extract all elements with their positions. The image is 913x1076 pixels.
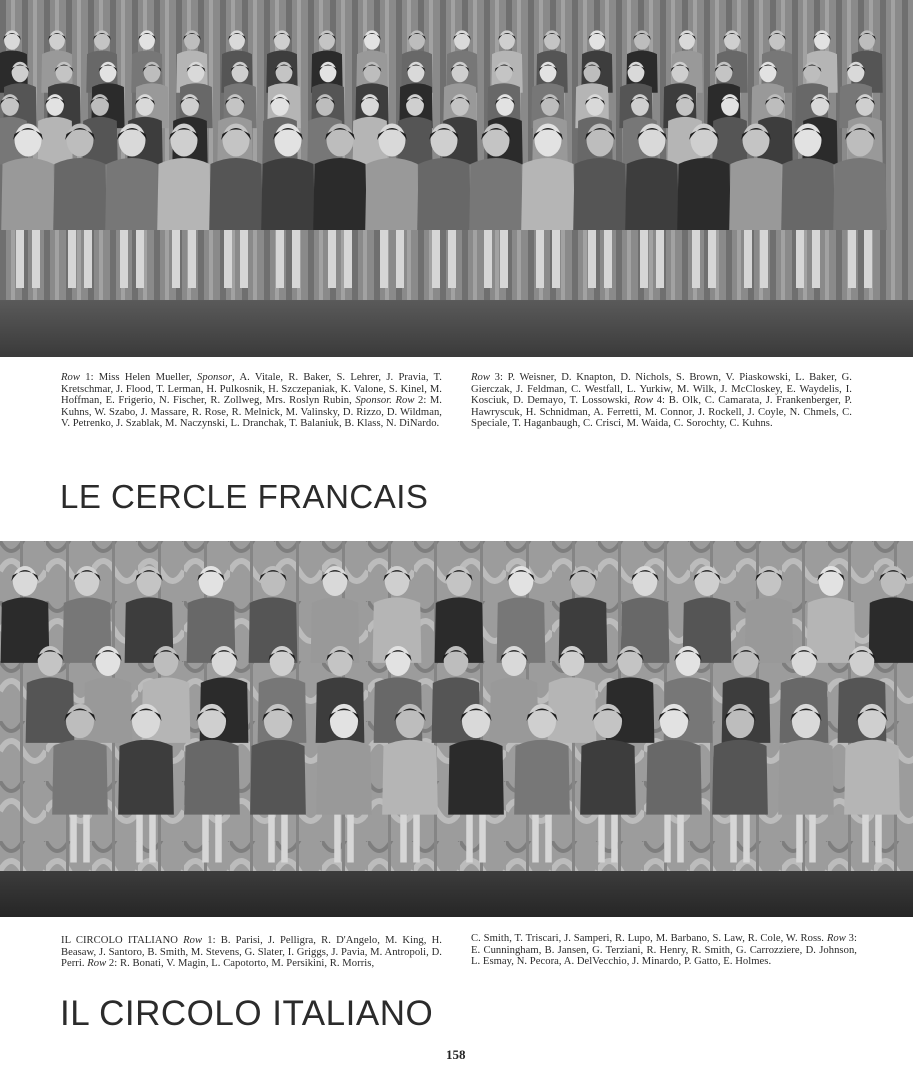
french-club-title: LE CERCLE FRANCAIS bbox=[60, 478, 429, 515]
caption-text: 3: P. Weisner, D. Knapton, D. Nichols, S. Brown, V. Piaskowski, L. Baker, G. Gierczak, J. Feldman, C. Westfall, L. Yurkiw, M. Wilk, J. McCloskey, E. Waydelis, I. Kosciuk, D. Demayo, T. Lossowski, bbox=[471, 372, 852, 407]
italian-club-group-photo bbox=[0, 541, 913, 917]
french-club-group-photo bbox=[0, 0, 913, 357]
caption-text: 2: M. Kuhns, W. Szabo, J. Massare, R. Rose, R. Melnick, M. Valinsky, D. Rizzo, D. Wildman, V. Petrenko, J. Szablak, M. Naczynski, L. Dranchak, T. Balaniuk, B. Klass, N. DiNardo. bbox=[61, 395, 443, 430]
caption-text: IL CIRCOLO ITALIANO bbox=[61, 935, 184, 946]
caption-italic-text: Row bbox=[395, 395, 415, 407]
caption-italic-text: Sponsor bbox=[197, 372, 233, 383]
french-club-caption-right bbox=[471, 372, 852, 430]
caption-italic-text: Row bbox=[183, 935, 203, 946]
caption-italic-text: Row bbox=[633, 395, 653, 407]
caption-text: 4: B. Olk, C. Camarata, J. Frankenberger, P. Hawryscuk, H. Schnidman, A. Ferretti, M. Connor, J. Rockell, J. Coyle, N. Chmels, C. Speciale, T. Haganbaugh, C. Crisci, M. Waida, C. Sorochty, C. Kuhns. bbox=[471, 395, 852, 430]
caption-text: 2: R. Bonati, V. Magin, L. Capotorto, M. Persikini, R. Morris, bbox=[106, 958, 375, 970]
caption-italic-text: Row bbox=[826, 933, 846, 944]
italian-club-caption-left bbox=[61, 935, 442, 970]
italian-club-caption-right bbox=[471, 933, 857, 968]
caption-text: , A. Vitale, R. Baker, S. Lehrer, J. Pravia, T. Kretschmar, J. Flood, T. Lerman, H. Pulkosnik, H. Szczepaniak, K. Valone, S. Kinel, M. Hoffman, E. Frigerio, N. Fischer, R. Zollweg, Mrs. Roslyn Rubin, bbox=[61, 372, 442, 407]
page-number: 158 bbox=[446, 1047, 466, 1062]
caption-text: C. Smith, T. Triscari, J. Samperi, R. Lupo, M. Barbano, S. Law, R. Cole, W. Ross. bbox=[471, 933, 827, 944]
caption-italic-text: Row bbox=[471, 372, 490, 383]
caption-italic-text: Row bbox=[87, 958, 107, 970]
caption-text: 1: B. Parisi, J. Pelligra, R. D'Angelo, M. King, H. Beasaw, J. Santoro, B. Smith, M. Stevens, G. Slater, I. Griggs, J. Pavia, M. Antropoli, D. Perri. bbox=[61, 935, 442, 970]
italian-club-title: IL CIRCOLO ITALIANO bbox=[60, 994, 434, 1033]
caption-text: 1: Miss Helen Mueller, bbox=[79, 372, 197, 383]
caption-italic-text: Sponsor. bbox=[355, 395, 392, 407]
french-club-caption-left bbox=[61, 372, 442, 430]
caption-text: 3: E. Cunningham, B. Jansen, G. Terziani, R. Henry, R. Smith, G. Carrozziere, D. Johnson, L. Esmay, N. Pecora, A. DelVecchio, J. Minardo, P. Gatto, E. Holmes. bbox=[471, 933, 857, 968]
caption-italic-text: Row bbox=[61, 372, 80, 383]
